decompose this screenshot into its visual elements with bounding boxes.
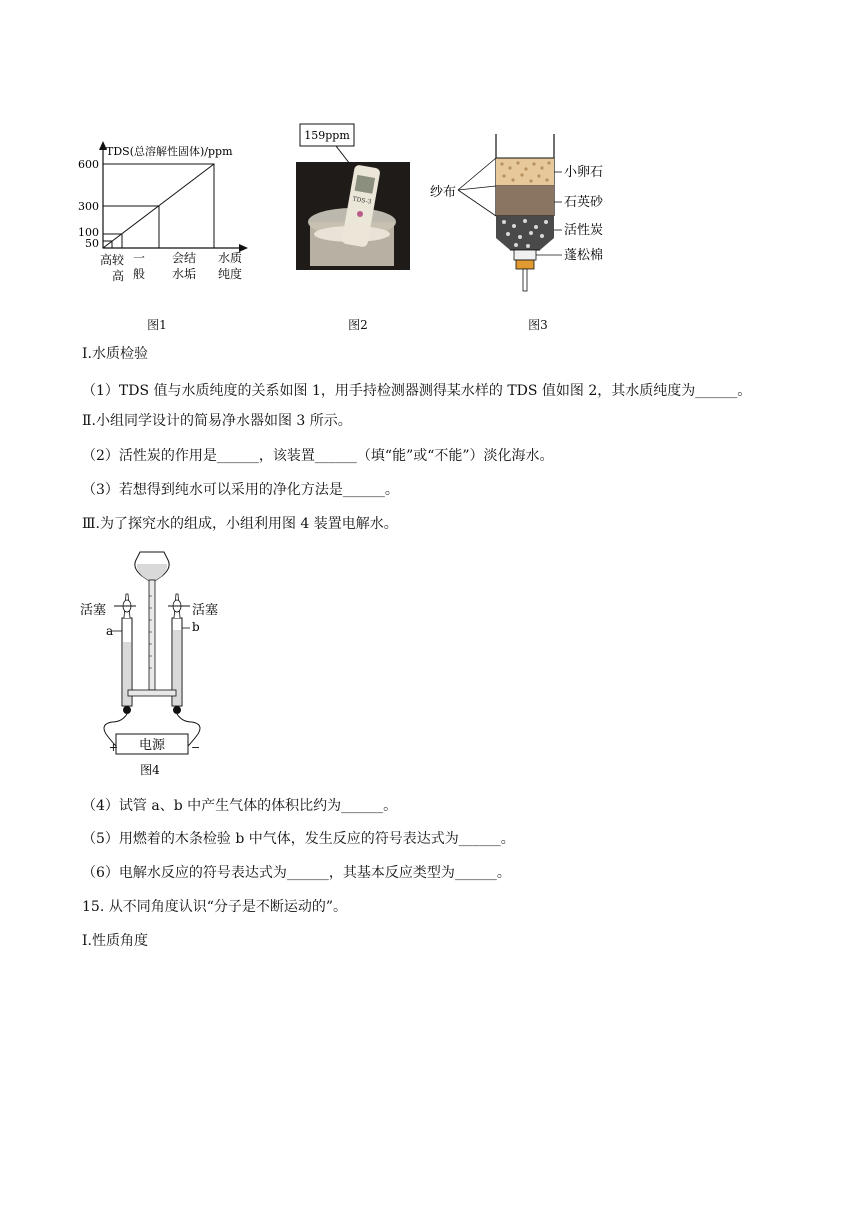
caption-fig2: 图2 bbox=[348, 318, 368, 332]
y-axis-title: TDS(总溶解性固体)/ppm bbox=[106, 145, 233, 158]
x-label-3a: 会结 bbox=[171, 251, 197, 265]
label-stopcock-left: 活塞 bbox=[80, 603, 107, 618]
x-label-2b: 般 bbox=[132, 267, 146, 281]
label-activated-carbon: 活性炭 bbox=[564, 223, 604, 238]
y-tick-300: 300 bbox=[78, 200, 99, 213]
gauze-leader-1 bbox=[458, 158, 496, 190]
x-label-1b: 高 bbox=[111, 269, 125, 283]
meter-label: TDS-3 bbox=[351, 195, 372, 206]
x-label-4a: 水质 bbox=[217, 251, 243, 265]
reading-pointer bbox=[336, 146, 350, 164]
bottom-connector bbox=[128, 690, 176, 696]
figure-1-chart bbox=[78, 138, 258, 288]
section-electrolysis: Ⅲ.为了探究水的组成，小组利用图 4 装置电解水。 bbox=[82, 516, 398, 532]
label-pebbles: 小卵石 bbox=[564, 165, 604, 180]
x-label-1a: 高较 bbox=[99, 253, 125, 267]
caption-fig1: 图1 bbox=[147, 318, 167, 332]
figure-2-photo bbox=[296, 122, 412, 272]
electrode-right bbox=[173, 706, 181, 714]
power-minus: − bbox=[191, 741, 201, 754]
section-water-testing: Ⅰ.水质检验 bbox=[82, 346, 148, 362]
figure-3-filter bbox=[428, 134, 628, 294]
y-tick-100: 100 bbox=[78, 226, 99, 239]
question-6: （6）电解水反应的符号表达式为______，其基本反应类型为______。 bbox=[82, 865, 511, 881]
gauze-leader-2 bbox=[458, 186, 496, 190]
x-label-4b: 纯度 bbox=[217, 267, 243, 281]
label-stopcock-right: 活塞 bbox=[192, 603, 219, 618]
meter-button bbox=[357, 211, 363, 217]
section-purifier: Ⅱ.小组同学设计的简易净水器如图 3 所示。 bbox=[82, 413, 352, 429]
center-tube bbox=[149, 580, 155, 690]
power-label: 电源 bbox=[138, 738, 166, 753]
figure-4-electrolysis bbox=[76, 546, 236, 778]
layer-pebbles bbox=[496, 158, 554, 186]
layer-cotton bbox=[514, 250, 536, 260]
label-quartz-sand: 石英砂 bbox=[564, 195, 604, 210]
outlet-tube bbox=[523, 269, 527, 291]
reservoir-water bbox=[137, 564, 167, 580]
question-15: 15. 从不同角度认识“分子是不断运动的”。 bbox=[82, 899, 348, 915]
power-plus: + bbox=[108, 741, 118, 754]
x-label-3b: 水垢 bbox=[171, 267, 197, 281]
electrode-left bbox=[123, 706, 131, 714]
x-label-2a: 一 bbox=[132, 251, 146, 265]
label-tube-b: b bbox=[192, 620, 200, 634]
question-2: （2）活性炭的作用是______，该装置______（填“能”或“不能”）淡化海水。 bbox=[82, 448, 554, 464]
label-cotton: 蓬松棉 bbox=[564, 248, 604, 263]
label-gauze: 纱布 bbox=[430, 185, 457, 200]
gauze-leader-3 bbox=[458, 190, 496, 216]
y-tick-600: 600 bbox=[78, 158, 99, 171]
reading-value: 159ppm bbox=[304, 129, 350, 142]
outlet-stopper bbox=[516, 260, 534, 269]
caption-fig4: 图4 bbox=[140, 763, 160, 777]
question-4: （4）试管 a、b 中产生气体的体积比约为______。 bbox=[82, 798, 398, 814]
question-1: （1）TDS 值与水质纯度的关系如图 1，用手持检测器测得某水样的 TDS 值如图 2，其水质纯度为______。 bbox=[82, 383, 752, 399]
question-5: （5）用燃着的木条检验 b 中气体，发生反应的符号表达式为______。 bbox=[82, 831, 515, 847]
meter-screen bbox=[355, 175, 376, 194]
caption-fig3: 图3 bbox=[528, 318, 548, 332]
label-tube-a: a bbox=[106, 624, 114, 638]
question-3: （3）若想得到纯水可以采用的净化方法是______。 bbox=[82, 482, 399, 498]
section-property: Ⅰ.性质角度 bbox=[82, 933, 148, 949]
y-tick-50: 50 bbox=[85, 237, 99, 250]
layer-quartz-sand bbox=[496, 186, 554, 216]
